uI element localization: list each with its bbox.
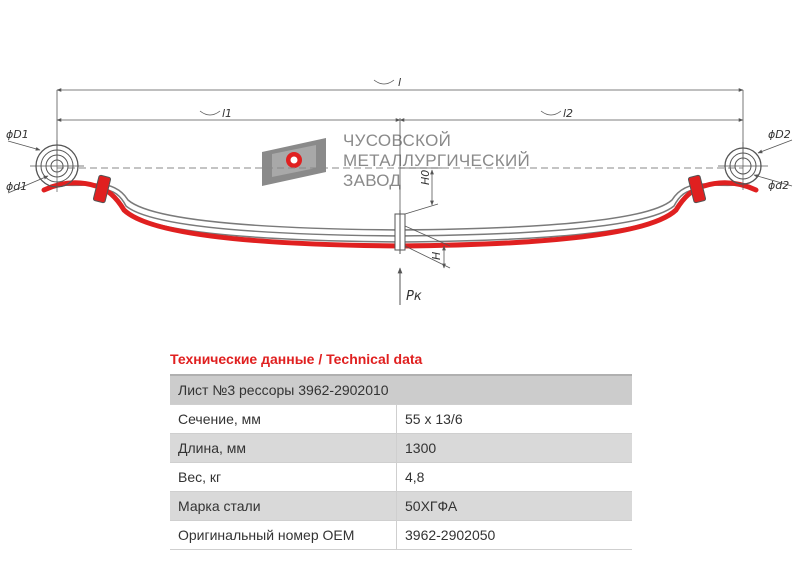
row-value: 4,8 (397, 463, 633, 492)
section-title: Технические данные / Technical data (170, 351, 423, 367)
logo-line-1: ЧУСОВСКОЙ (343, 131, 452, 150)
table-header-row (170, 375, 632, 405)
dimension-d2-label: ϕd2 (768, 179, 790, 192)
logo-line-3: ЗАВОД (343, 171, 402, 190)
table-row (170, 463, 632, 492)
table-row (170, 521, 632, 550)
row-value: 50ХГФА (397, 492, 633, 521)
table-row (170, 492, 632, 521)
dimension-D2-label: ϕD2 (768, 128, 791, 141)
dimension-d1-label: ϕd1 (6, 180, 28, 193)
logo-line-2: МЕТАЛЛУРГИЧЕСКИЙ (343, 151, 530, 170)
load-label: Pк (406, 289, 422, 304)
row-value: 55 x 13/6 (397, 405, 633, 434)
row-value: 3962-2902050 (397, 521, 633, 550)
row-value: 1300 (397, 434, 633, 463)
row-label: Длина, мм (170, 434, 397, 463)
row-label: Сечение, мм (170, 405, 397, 434)
row-label: Вес, кг (170, 463, 397, 492)
row-label: Марка стали (170, 492, 397, 521)
dimension-l-label: l (398, 76, 402, 89)
center-bolt (395, 210, 405, 254)
company-logo (262, 131, 530, 190)
row-label: Оригинальный номер OEM (170, 521, 397, 550)
dimension-l2-label: l2 (563, 107, 574, 120)
dimension-l1-label: l1 (222, 107, 233, 120)
technical-data-table (170, 374, 632, 550)
table-header: Лист №3 рессоры 3962-2902010 (170, 375, 632, 405)
table-row (170, 434, 632, 463)
right-clip (688, 175, 706, 203)
dimension-H-label: H (430, 251, 443, 260)
table-row (170, 405, 632, 434)
left-clip (93, 175, 111, 203)
dimension-H0-label: H0 (419, 169, 432, 185)
dimension-D1-label: ϕD1 (6, 128, 29, 141)
